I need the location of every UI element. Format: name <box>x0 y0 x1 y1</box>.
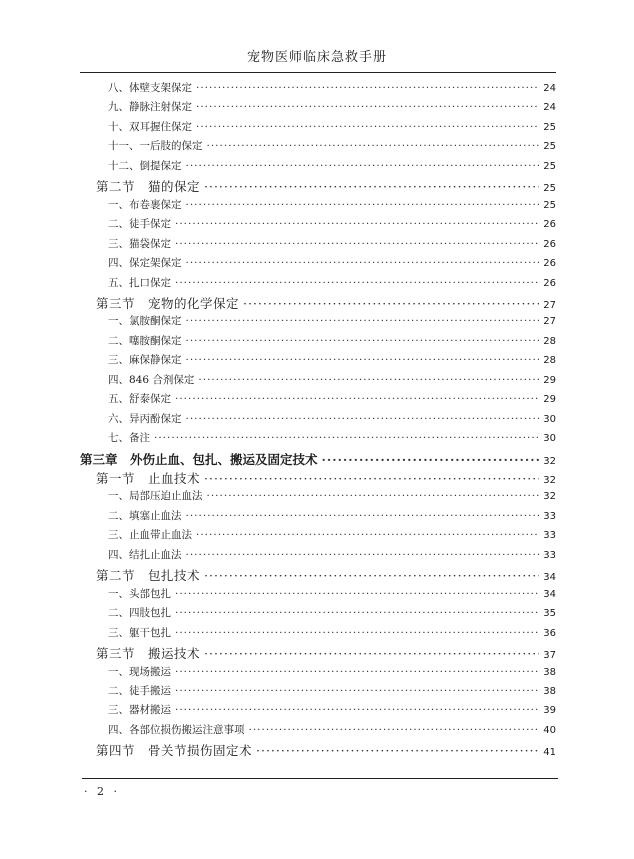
toc-entry[interactable] <box>108 586 556 601</box>
toc-entry[interactable] <box>108 391 556 406</box>
toc-entry-title: 第四节 骨关节损伤固定术 <box>96 743 253 759</box>
toc-entry-page: 36 <box>543 627 556 639</box>
toc-entry-page: 38 <box>543 666 556 678</box>
toc-entry-page: 25 <box>543 121 556 133</box>
toc-entry[interactable] <box>108 352 556 367</box>
toc-entry-title: 一、氯胺酮保定 <box>108 315 182 328</box>
toc-entry-title: 二、徒手搬运 <box>108 684 171 697</box>
dot-leader <box>175 666 539 678</box>
toc-entry-page: 38 <box>543 685 556 697</box>
toc-entry[interactable] <box>108 275 556 290</box>
dot-leader <box>196 121 539 133</box>
dot-leader <box>186 510 540 522</box>
toc-entry-page: 24 <box>543 83 556 94</box>
toc-entry-title: 五、扎口保定 <box>108 276 171 289</box>
toc-entry-page: 40 <box>543 724 556 736</box>
toc-entry-title: 五、舒泰保定 <box>108 393 171 406</box>
toc-entry-title: 一、现场搬运 <box>108 665 171 678</box>
dot-leader <box>186 257 540 269</box>
toc-entry-title: 四、各部位损伤搬运注意事项 <box>108 723 245 736</box>
toc-entry-page: 26 <box>543 238 556 250</box>
toc-entry-title: 四、846 合剂保定 <box>108 373 195 386</box>
toc-entry[interactable] <box>96 177 556 195</box>
dot-leader <box>175 277 539 289</box>
toc-entry-title: 第三节 搬运技术 <box>96 646 201 662</box>
toc-entry-title: 二、徒手保定 <box>108 218 171 231</box>
toc-entry-page: 26 <box>543 219 556 231</box>
dot-leader <box>204 646 539 661</box>
toc-entry-title: 第二节 猫的保定 <box>96 179 201 195</box>
toc-entry[interactable] <box>108 333 556 348</box>
toc-entry[interactable] <box>108 702 556 717</box>
toc-entry[interactable] <box>108 547 556 562</box>
toc-entry-page: 32 <box>543 475 556 486</box>
toc-entry-title: 二、噻胺酮保定 <box>108 334 182 347</box>
toc-entry-page: 25 <box>543 160 556 172</box>
toc-entry-page: 35 <box>543 608 556 620</box>
toc-entry-title: 六、异丙酚保定 <box>108 412 182 425</box>
dot-leader <box>207 140 540 152</box>
toc-entry[interactable] <box>108 605 556 620</box>
toc-entry[interactable] <box>108 255 556 270</box>
toc-entry-title: 四、结扎止血法 <box>108 548 182 561</box>
toc-entry-page: 39 <box>543 705 556 717</box>
toc-entry-title: 一、局部压迫止血法 <box>108 490 203 503</box>
dot-leader <box>175 238 539 250</box>
dot-leader <box>204 471 539 486</box>
toc-entry-page: 30 <box>543 413 556 425</box>
toc-entry-title: 八、体壁支架保定 <box>108 82 192 94</box>
toc-entry[interactable] <box>108 158 556 173</box>
toc-entry[interactable] <box>108 488 556 503</box>
toc-entry-title: 十、双耳握住保定 <box>108 120 192 133</box>
toc-entry-page: 28 <box>543 335 556 347</box>
toc-entry[interactable] <box>108 99 556 114</box>
dot-leader <box>175 588 539 600</box>
toc-entry-page: 25 <box>543 199 556 211</box>
toc-entry-title: 九、静脉注射保定 <box>108 101 192 114</box>
dot-leader <box>249 724 540 736</box>
dot-leader <box>175 627 539 639</box>
toc-entry-page: 33 <box>543 530 556 542</box>
toc-entry-title: 一、布卷裹保定 <box>108 198 182 211</box>
dot-leader <box>186 549 540 561</box>
toc-entry[interactable] <box>108 508 556 523</box>
toc-entry-page: 29 <box>543 394 556 406</box>
toc-entry-page: 33 <box>543 549 556 561</box>
dot-leader <box>186 335 540 347</box>
dot-leader <box>186 315 540 327</box>
toc-entry-page: 25 <box>543 141 556 153</box>
toc-entry[interactable] <box>108 236 556 251</box>
toc-entry-page: 28 <box>543 355 556 367</box>
toc-entry-title: 三、麻保静保定 <box>108 354 182 367</box>
toc-entry[interactable] <box>108 722 556 737</box>
toc-entry[interactable] <box>96 294 556 312</box>
toc-entry[interactable] <box>108 430 556 445</box>
toc-entry-title: 一、头部包扎 <box>108 587 171 600</box>
dot-leader <box>186 160 540 172</box>
dot-leader <box>186 413 540 425</box>
toc-entry-title: 第二节 包扎技术 <box>96 568 201 584</box>
dot-leader <box>175 607 539 619</box>
toc-entry-title: 第三节 宠物的化学保定 <box>96 295 240 311</box>
toc-entry-page: 26 <box>543 277 556 289</box>
toc-entry[interactable] <box>108 683 556 698</box>
dot-leader <box>186 199 540 211</box>
page-number: · 2 · <box>84 785 120 798</box>
toc-entry-page: 33 <box>543 510 556 522</box>
toc-entry-title: 二、四肢包扎 <box>108 607 171 620</box>
toc-entry[interactable] <box>96 644 556 662</box>
dot-leader <box>175 218 539 230</box>
toc-entry-title: 十二、倒提保定 <box>108 159 182 172</box>
header-rule <box>80 72 556 73</box>
dot-leader <box>196 529 539 541</box>
toc-entry-title: 二、填塞止血法 <box>108 509 182 522</box>
dot-leader <box>196 82 539 94</box>
toc-entry[interactable] <box>108 625 556 640</box>
footer-rule <box>82 778 558 779</box>
toc-entry[interactable] <box>108 372 556 387</box>
dot-leader <box>186 354 540 366</box>
dot-leader <box>198 374 539 386</box>
toc-entry-page: 25 <box>543 183 556 195</box>
toc-entry[interactable] <box>80 450 556 468</box>
dot-leader <box>154 432 539 444</box>
dot-leader <box>204 568 539 583</box>
toc-entry-page: 27 <box>543 316 556 328</box>
toc-entry-page: 34 <box>543 572 556 584</box>
toc-entry-page: 26 <box>543 258 556 270</box>
dot-leader <box>196 101 539 113</box>
dot-leader <box>322 452 540 467</box>
toc-entry[interactable] <box>108 411 556 426</box>
toc-entry-page: 27 <box>543 299 556 311</box>
dot-leader <box>204 179 539 194</box>
toc-entry-page: 41 <box>543 747 556 759</box>
toc-entry-page: 30 <box>543 433 556 445</box>
dot-leader <box>207 490 540 502</box>
toc-entry[interactable] <box>96 566 556 584</box>
toc-entry-page: 29 <box>543 374 556 386</box>
toc-entry-title: 四、保定架保定 <box>108 257 182 270</box>
toc-entry[interactable] <box>108 80 556 95</box>
toc-entry-title: 七、备注 <box>108 432 150 445</box>
toc-entry[interactable] <box>108 138 556 153</box>
toc-entry[interactable] <box>108 119 556 134</box>
toc-entry[interactable] <box>108 216 556 231</box>
dot-leader <box>175 685 539 697</box>
toc-entry-title: 三、躯干包扎 <box>108 626 171 639</box>
toc-entry-title: 第一节 止血技术 <box>96 471 201 486</box>
toc-entry[interactable] <box>108 313 556 328</box>
toc-entry-page: 32 <box>543 455 556 467</box>
dot-leader <box>256 743 539 758</box>
toc-entry-page: 24 <box>543 102 556 114</box>
toc-entry-title: 三、止血带止血法 <box>108 529 192 542</box>
toc-entry-page: 37 <box>543 650 556 662</box>
toc-entry-title: 三、猫袋保定 <box>108 237 171 250</box>
running-header: 宠物医师临床急救手册 <box>246 50 387 65</box>
dot-leader <box>175 704 539 716</box>
toc-entry-page: 34 <box>543 588 556 600</box>
toc-entry[interactable] <box>96 741 556 759</box>
toc-entry[interactable] <box>96 469 556 487</box>
toc-entry-page: 32 <box>543 491 556 503</box>
toc-entry-title: 三、器材搬运 <box>108 704 171 717</box>
toc-entry[interactable] <box>108 664 556 679</box>
toc-entry-title: 十一、一后肢的保定 <box>108 140 203 153</box>
toc-entry[interactable] <box>108 527 556 542</box>
dot-leader <box>175 393 539 405</box>
dot-leader <box>243 296 539 311</box>
toc-entry[interactable] <box>108 197 556 212</box>
toc-entry-title: 第三章 外伤止血、包扎、搬运及固定技术 <box>80 451 318 467</box>
